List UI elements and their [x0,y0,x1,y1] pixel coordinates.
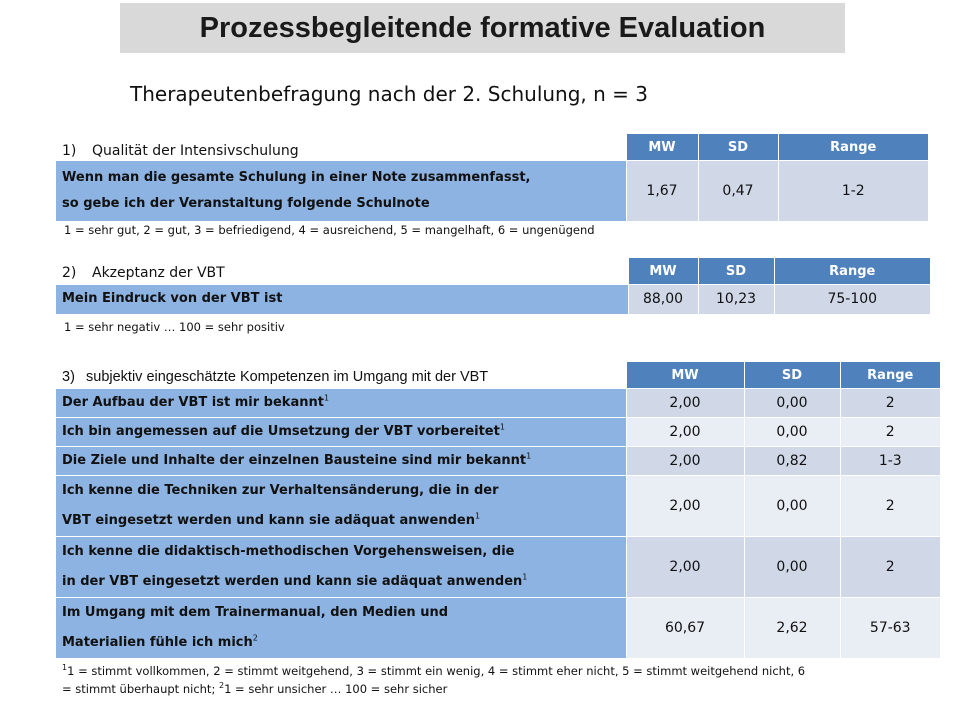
value-sd: 0,00 [744,476,840,537]
column-header-sd: SD [698,134,778,161]
section-number: 3) [62,369,75,385]
column-header-sd: SD [698,258,774,285]
value-mw: 1,67 [626,161,698,221]
table-row [56,161,928,221]
subtitle-text: Therapeutenbefragung nach der 2. Schulung, n = 3 [130,82,649,106]
section-1-note: 1 = sehr gut, 2 = gut, 3 = befriedigend, 4 = ausreichend, 5 = mangelhaft, 6 = ungenügend [64,223,595,237]
section-title: subjektiv eingeschätzte Kompetenzen im Umgang mit der VBT [86,369,489,385]
item-label: Der Aufbau der VBT ist mir bekannt$^1$ [56,389,626,418]
value-range: 1-2 [778,161,928,221]
section-number: 1) [62,143,77,159]
value-mw: 2,00 [626,537,744,598]
table-row [56,598,940,659]
value-range: 2 [840,537,940,598]
item-label: Wenn man die gesamte Schulung in einer Note zusammenfasst, so gebe ich der Veranstaltung folgende Schulnote [56,161,626,221]
column-header-mw: MW [628,258,698,285]
section-1-table [56,134,928,221]
table-row [56,285,930,314]
table-header-row [56,134,928,161]
table-row [56,476,940,537]
value-range: 1-3 [840,447,940,476]
table-header-row [56,258,930,285]
section-title: Akzeptanz der VBT [92,265,225,281]
table-row [56,389,940,418]
page-subtitle [130,82,648,106]
column-header-range: Range [774,258,930,285]
item-label: Die Ziele und Inhalte der einzelnen Bausteine sind mir bekannt$^1$ [56,447,626,476]
page-title: Prozessbegleitende formative Evaluation [199,11,766,44]
item-label: Ich bin angemessen auf die Umsetzung der VBT vorbereitet$^1$ [56,418,626,447]
value-sd: 0,82 [744,447,840,476]
column-header-mw: MW [626,362,744,389]
value-mw: 60,67 [626,598,744,659]
item-label: Im Umgang mit dem Trainermanual, den Medien und Materialien fühle ich mich$^2$ [56,598,626,659]
title-bar [120,3,845,53]
value-sd: 10,23 [698,285,774,314]
section-2-note: 1 = sehr negativ … 100 = sehr positiv [64,320,285,334]
value-sd: 0,00 [744,389,840,418]
value-range: 2 [840,389,940,418]
value-range: 2 [840,418,940,447]
value-sd: 0,00 [744,418,840,447]
column-header-sd: SD [744,362,840,389]
section-3-table [56,362,940,658]
section-2-table [56,258,930,314]
value-mw: 2,00 [626,418,744,447]
item-label: Ich kenne die Techniken zur Verhaltensänderung, die in der VBT eingesetzt werden und kann sie adäquat anwenden$^1$ [56,476,626,537]
section-title: Qualität der Intensivschulung [92,143,299,159]
value-range: 75-100 [774,285,930,314]
value-sd: 2,62 [744,598,840,659]
item-label: Ich kenne die didaktisch-methodischen Vorgehensweisen, die in der VBT eingesetzt werden und kann sie adäquat anwenden$^1$ [56,537,626,598]
value-sd: 0,47 [698,161,778,221]
value-range: 2 [840,476,940,537]
column-header-range: Range [840,362,940,389]
column-header-mw: MW [626,134,698,161]
table-header-row [56,362,940,389]
value-mw: 2,00 [626,389,744,418]
value-mw: 2,00 [626,447,744,476]
value-mw: 2,00 [626,476,744,537]
value-sd: 0,00 [744,537,840,598]
value-mw: 88,00 [628,285,698,314]
table-row [56,537,940,598]
item-label: Mein Eindruck von der VBT ist [56,285,628,314]
column-header-range: Range [778,134,928,161]
section-3-note: $^1$1 = stimmt vollkommen, 2 = stimmt weitgehend, 3 = stimmt ein wenig, 4 = stimmt eher nicht, 5 = stimmt weitgehend nicht, 6 = stimmt überhaupt nicht; $^2$1 = sehr unsicher … 100 = sehr sicher [62,663,806,696]
table-row [56,447,940,476]
table-row [56,418,940,447]
section-number: 2) [62,265,77,281]
value-range: 57-63 [840,598,940,659]
